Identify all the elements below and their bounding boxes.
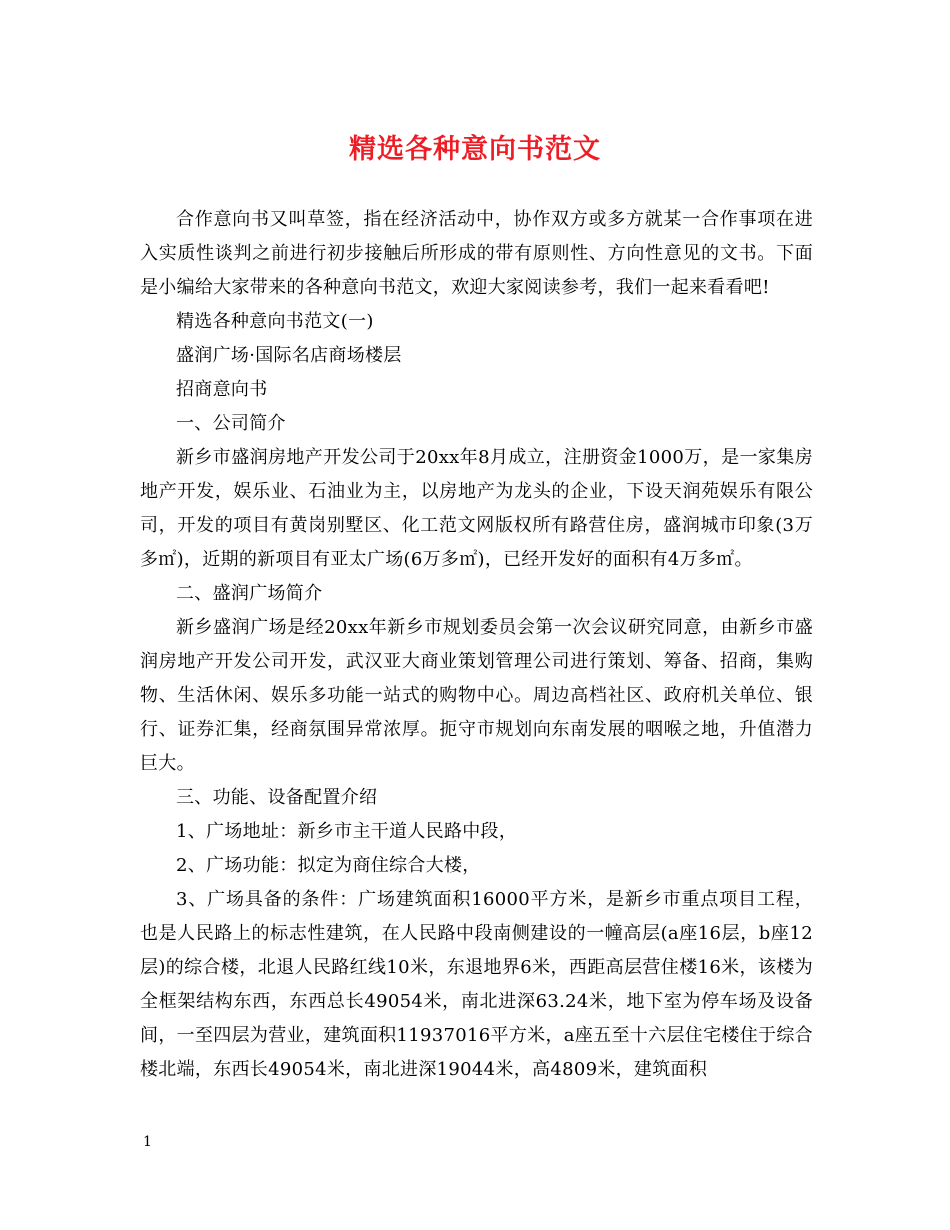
document-type: 招商意向书	[176, 379, 268, 400]
feature-item-address: 1、广场地址：新乡市主干道人民路中段，	[176, 821, 518, 842]
sample-heading: 精选各种意向书范文(一)	[176, 311, 374, 332]
document-body	[140, 203, 813, 1087]
page-number: 1	[143, 1134, 152, 1150]
feature-item-conditions: 3、广场具备的条件：广场建筑面积16000平方米，是新乡市重点项目工程，也是人民路上的标志性建筑，在人民路中段南侧建设的一幢高层(a座16层，b座12层)的综合楼，北退人民路红线10米，东退地界6米，西距高层营住楼16米，该楼为全框架结构东西，东西总长49054米，南北进深63.24米，地下室为停车场及设备间，一至四层为营业，建筑面积11937016平方米，a座五至十六层住宅楼住于综合楼北端，东西长49054米，南北进深19044米，高4809米，建筑面积	[140, 889, 813, 1080]
feature-item-function: 2、广场功能：拟定为商住综合大楼，	[176, 855, 481, 876]
section-heading-plaza: 二、盛润广场简介	[176, 583, 323, 604]
project-name: 盛润广场·国际名店商场楼层	[176, 345, 402, 366]
company-paragraph: 新乡市盛润房地产开发公司于20xx年8月成立，注册资金1000万，是一家集房地产开发，娱乐业、石油业为主，以房地产为龙头的企业，下设天润苑娱乐有限公司，开发的项目有黄岗别墅区、化工范文网版权所有路营住房，盛润城市印象(3万多㎡)，近期的新项目有亚太广场(6万多㎡)，已经开发好的面积有4万多㎡。	[140, 447, 813, 570]
section-heading-company: 一、公司简介	[176, 413, 286, 434]
plaza-paragraph: 新乡盛润广场是经20xx年新乡市规划委员会第一次会议研究同意，由新乡市盛润房地产开发公司开发，武汉亚大商业策划管理公司进行策划、筹备、招商，集购物、生活休闲、娱乐多功能一站式的购物中心。周边高档社区、政府机关单位、银行、证券汇集，经商氛围异常浓厚。扼守市规划向东南发展的咽喉之地，升值潜力巨大。	[140, 617, 813, 774]
intro-paragraph: 合作意向书又叫草签，指在经济活动中，协作双方或多方就某一合作事项在进入实质性谈判之前进行初步接触后所形成的带有原则性、方向性意见的文书。下面是小编给大家带来的各种意向书范文，欢迎大家阅读参考，我们一起来看看吧!	[140, 209, 813, 298]
page-title: 精选各种意向书范文	[349, 134, 601, 165]
section-heading-features: 三、功能、设备配置介绍	[176, 787, 378, 808]
